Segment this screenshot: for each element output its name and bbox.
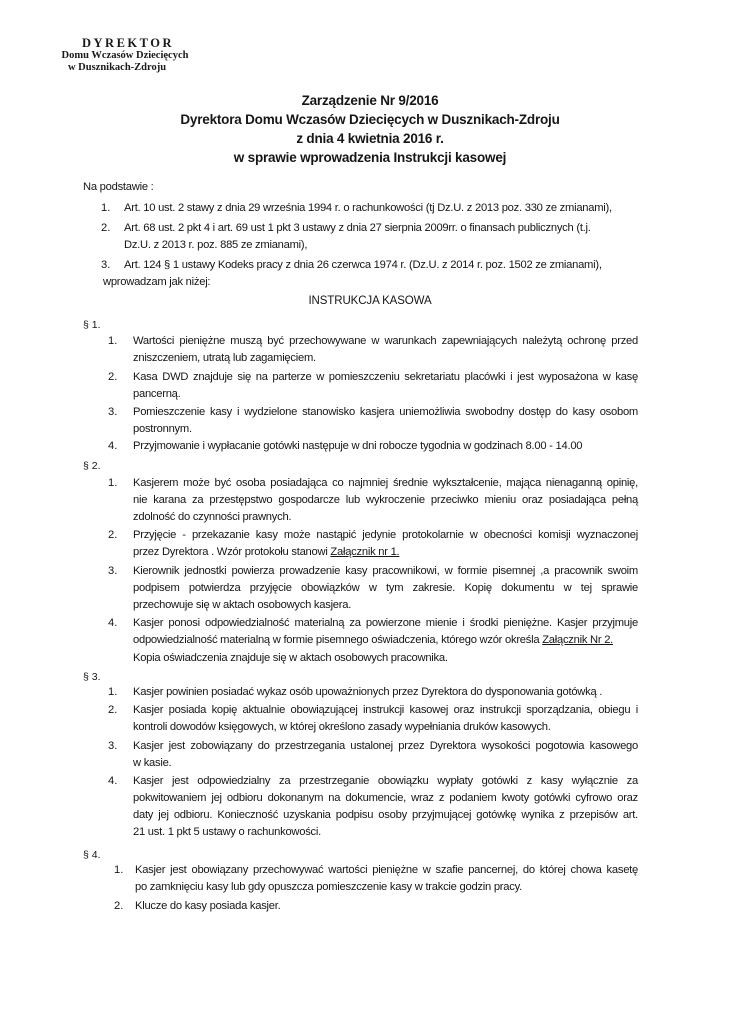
item-line: daty jej odbioru. Konieczność uzyskania podpisu osoby przyjmującej gotówkę wynika z przepisów art. — [133, 809, 638, 821]
item-line: Kierownik jednostki powierza prowadzenie kasy pracownikowi, w formie pisemnej ,a pracownik swoim — [133, 565, 638, 577]
item-number: 1. — [108, 686, 118, 698]
item-number: 4. — [108, 775, 118, 787]
basis-intro: Na podstawie : — [83, 181, 154, 193]
item-line: zniszczeniem, utratą lub zagamięciem. — [133, 352, 316, 364]
item-number: 2. — [114, 900, 124, 912]
item-line: przechowuje się w aktach osobowych kasjera. — [133, 599, 352, 611]
item-line: Kasjer powinien posiadać wykaz osób upoważnionych przez Dyrektora do dysponowania gotówką . — [133, 686, 603, 698]
item-line: podpisem potwierdza przyjęcie obowiązków w tym zakresie. Kopię dokumentu w tej sprawie — [133, 582, 638, 594]
basis-line: Art. 68 ust. 2 pkt 4 i art. 69 ust 1 pkt 3 ustawy z dnia 27 sierpnia 2009rr. o finansach publicznych (t.j. — [124, 222, 591, 234]
item-line: Kasjer jest zobowiązany do przestrzegania ustalonej przez Dyrektora wysokości pogotowia kasowego — [133, 740, 638, 752]
item-number: 4. — [108, 440, 118, 452]
item-number: 3. — [108, 740, 118, 752]
item-line: postronnym. — [133, 423, 192, 435]
item-line: Przyjmowanie i wypłacanie gotówki następuje w dni robocze tygodnia w godzinach 8.00 - 14.00 — [133, 440, 583, 452]
basis-closing: wprowadzam jak niżej: — [103, 276, 211, 288]
item-line: pancerną. — [133, 388, 181, 400]
basis-number: 3. — [101, 259, 111, 271]
director-stamp — [48, 36, 208, 74]
item-line — [133, 631, 613, 650]
item-line: w kasie. — [133, 757, 172, 769]
item-line-text: przez Dyrektora . Wzór protokołu stanowi — [133, 546, 331, 558]
item-line: Wartości pieniężne muszą być przechowywane w warunkach zapewniających należytą ochronę przed — [133, 335, 638, 347]
item-line: Przyjęcie - przekazanie kasy może nastąpić jedynie protokolarnie w obecności komisji wyznaczonej — [133, 529, 638, 541]
title-line-3: z dnia 4 kwietnia 2016 r. — [296, 131, 444, 146]
item-line: Kasa DWD znajduje się na parterze w pomieszczeniu sekretariatu placówki i jest wyposażona w kasę — [133, 371, 638, 383]
item-number: 4. — [108, 617, 118, 629]
item-line: Klucze do kasy posiada kasjer. — [135, 900, 281, 912]
instruction-heading: INSTRUKCJA KASOWA — [308, 295, 432, 307]
section-label: § 2. — [83, 460, 101, 472]
item-line: 21 ust. 1 pkt 5 ustawy o rachunkowości. — [133, 826, 321, 838]
item-number: 1. — [108, 335, 118, 347]
title-line-1: Zarządzenie Nr 9/2016 — [301, 93, 439, 108]
item-line-text: odpowiedzialność materialną w formie pisemnego oświadczenia, którego wzór określa — [133, 634, 543, 646]
item-line: Pomieszczenie kasy i wydzielone stanowisko kasjera uniemożliwia swobodny dostęp do kasy osobom — [133, 406, 638, 418]
basis-line: Art. 124 § 1 ustawy Kodeks pracy z dnia 26 czerwca 1974 r. (Dz.U. z 2014 r. poz. 1502 ze zmianami), — [124, 259, 602, 271]
title-line-2: Dyrektora Domu Wczasów Dziecięcych w Dusznikach-Zdroju — [180, 112, 560, 127]
item-line: Kopia oświadczenia znajduje się w aktach osobowych pracownika. — [133, 652, 448, 664]
section-label: § 3. — [83, 671, 101, 683]
item-line — [133, 543, 399, 562]
basis-line: Dz.U. z 2013 r. poz. 885 ze zmianami), — [124, 239, 308, 251]
basis-line: Art. 10 ust. 2 stawy z dnia 29 września 1994 r. o rachunkowości (tj Dz.U. z 2013 poz. 330 ze zmianami), — [124, 202, 612, 214]
item-line: Kasjer jest odpowiedzialny za przestrzeganie obowiązku wypłaty gotówki z kasy wyłącznie za — [133, 775, 638, 787]
item-number: 3. — [108, 406, 118, 418]
item-line: zdolność do czynności prawnych. — [133, 511, 292, 523]
attachment-2-link[interactable]: Załącznik Nr 2. — [542, 634, 614, 646]
item-line: pokwitowaniem jej odbioru dokonanym na dokumencie, wraz z podaniem kwoty gotówki cyfrowo oraz — [133, 792, 638, 804]
item-line: nie karana za przestępstwo gospodarcze lub wykroczenie przeciwko mieniu oraz posiadająca pełną — [133, 494, 638, 506]
item-line: Kasjerem może być osoba posiadająca co najmniej średnie wykształcenie, mająca nienaganną opinię, — [133, 477, 638, 489]
item-line: Kasjer posiada kopię aktualnie obowiązującej instrukcji kasowej oraz instrukcji sporządzania, obiegu i — [133, 704, 638, 716]
attachment-1-link[interactable]: Załącznik nr 1. — [330, 546, 400, 558]
document-title — [150, 91, 590, 167]
item-line: po zamknięciu kasy lub gdy opuszcza pomieszczenie kasy w trakcie godzin pracy. — [135, 881, 522, 893]
basis-number: 1. — [101, 202, 111, 214]
item-number: 2. — [108, 371, 118, 383]
item-number: 1. — [114, 864, 124, 876]
stamp-line-1: DYREKTOR — [81, 36, 174, 50]
item-number: 2. — [108, 529, 118, 541]
stamp-line-3: w Dusznikach-Zdroju — [67, 62, 167, 73]
section-label: § 1. — [83, 319, 101, 331]
item-number: 3. — [108, 565, 118, 577]
item-number: 2. — [108, 704, 118, 716]
title-line-4: w sprawie wprowadzenia Instrukcji kasowej — [233, 150, 507, 165]
stamp-line-2: Domu Wczasów Dziecięcych — [61, 50, 189, 61]
item-number: 1. — [108, 477, 118, 489]
item-line: Kasjer jest obowiązany przechowywać wartości pieniężne w szafie pancernej, do której chowa kasetę — [135, 864, 638, 876]
item-line: Kasjer ponosi odpowiedzialność materialną za powierzone mienie i środki pieniężne. Kasjer przyjmuje — [133, 617, 638, 629]
item-line: kontroli dowodów księgowych, w której określono zasady wypełniania druków kasowych. — [133, 721, 551, 733]
basis-number: 2. — [101, 222, 111, 234]
section-label: § 4. — [83, 849, 101, 861]
